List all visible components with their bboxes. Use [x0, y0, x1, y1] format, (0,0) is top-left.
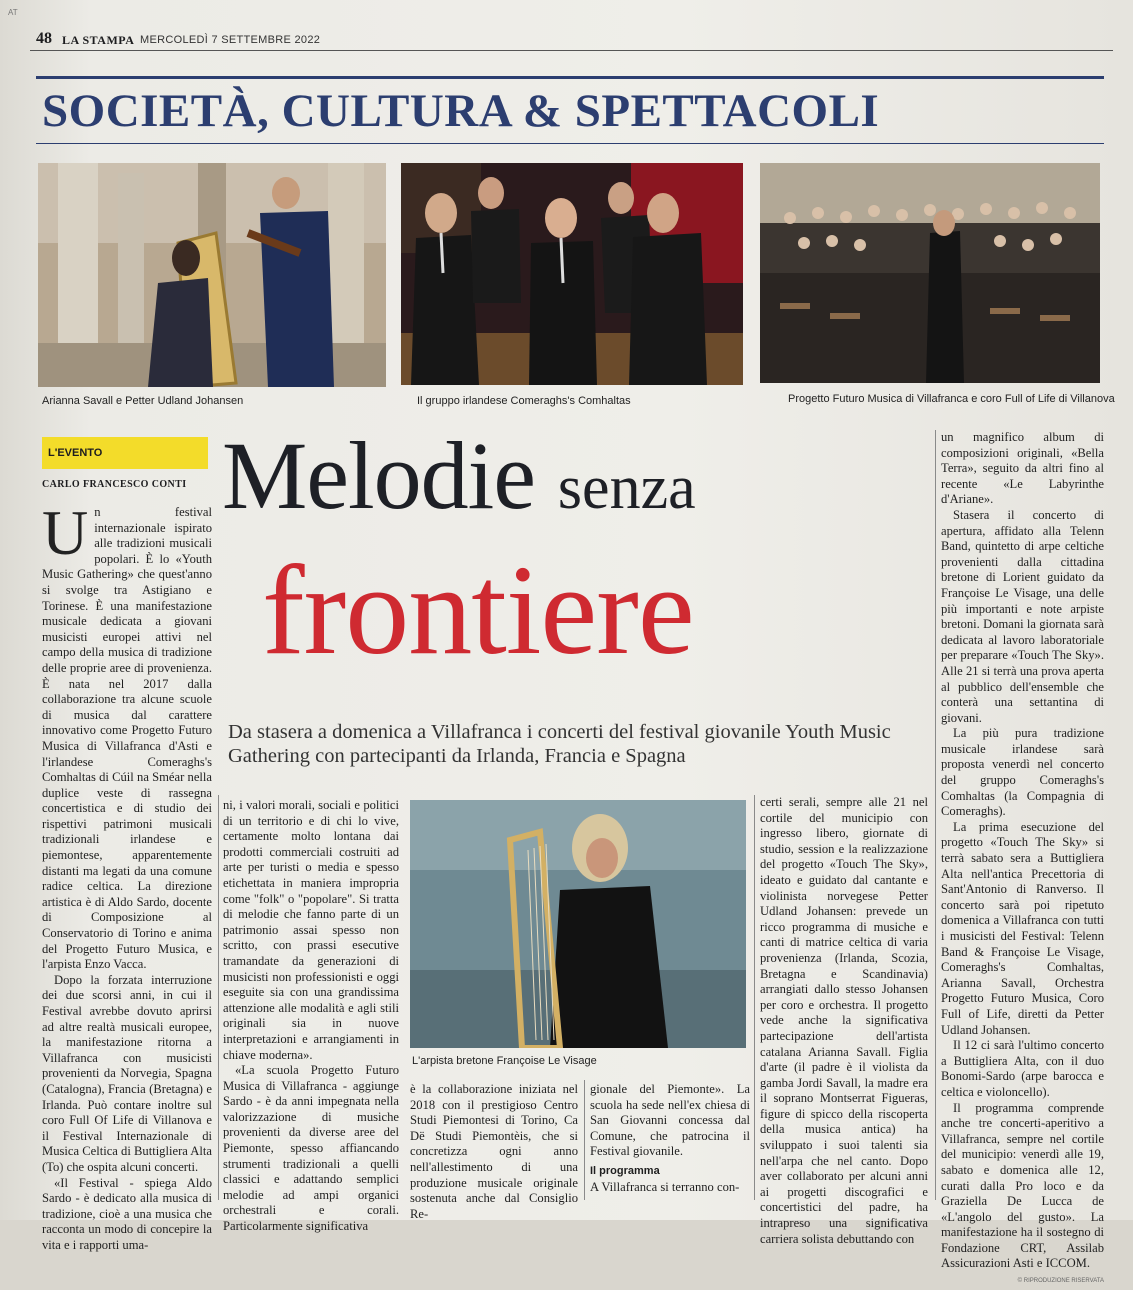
- paragraph: Il programma comprende anche tre concerti-aperitivo a Villafranca, sempre nel cortile del municipio: venerdì alle 19, sabato e domenica alle 12, curati dalla Pro loco e da Graziella De Lucca de «L'angolo del gusto». La manifestazione ha il sostegno di Fondazione CRT, Assilab Assicurazioni Asti e ICCOM.: [941, 1100, 1104, 1271]
- paragraph: «La scuola Progetto Futuro Musica di Villafranca - aggiunge Sardo - è da anni impegnata nella valorizzazione di musiche provenienti da diverse aree del Piemonte, spesso affiancando strumenti tradizionali a quelli classici e adattando semplici melodie ad ampi organici orchestrali e corali. Particolarmente significativa: [223, 1063, 399, 1234]
- header-rule: [30, 50, 1113, 51]
- photo-caption: Il gruppo irlandese Comeraghs's Comhaltas: [417, 395, 631, 407]
- paragraph: Stasera il concerto di apertura, affidato alla Telenn Band, quintetto di arpe celtiche provenienti dalla cittadina bretone di Lorient guidato da Françoise Le Visage, una delle più importanti e note arpiste bretoni. Domani la giornata sarà dedicata al lavoro laboratoriale per preparare «Touch The Sky». Alle 21 si terrà una prova aperta al pubblico dell'ensemble che conterà una settantina di giovani.: [941, 507, 1104, 725]
- paragraph: ni, i valori morali, sociali e politici di un territorio e di chi lo vive, certamente molto lontana dai prodotti commerciali costruiti ad arte per turisti o media e spesso etichettata in maniera impropria come "folk" o "popolare". Si tratta di melodie che fanno parte di un patrimonio assai spesso non scritto, con prassi esecutive tramandate da generazioni di musicisti non professionisti e oggi eseguite sia con una grandissima attenzione alle modalità e agli stili originali sia in nuove interpretazioni e arrangiamenti in chiave moderna».: [223, 798, 399, 1062]
- photo-irish-group: [401, 163, 743, 385]
- copyright-credit: © RIPRODUZIONE RISERVATA: [1017, 1278, 1104, 1285]
- paragraph: A Villafranca si terranno con-: [590, 1179, 740, 1194]
- kicker-label: L'EVENTO: [48, 447, 103, 459]
- issue-date: MERCOLEDÌ 7 SETTEMBRE 2022: [140, 34, 321, 46]
- paragraph: Dopo la forzata interruzione dei due scorsi anni, in cui il Festival avrebbe dovuto aprirsi ad altre realtà musicali europee, la manifestazione ritorna a Villafranca con musicisti provenienti da Norvegia, Spagna (Catalogna), Francia (Bretagna) e Irlanda. Può contare inoltre sul coro Full Of Life di Villanova e il Festival Internazionale di Musica Celtica di Buttigliera Alta (To) che ospita alcuni concerti.: [42, 972, 212, 1174]
- photo-harpist: [410, 800, 746, 1048]
- headline-word: Melodie: [222, 422, 535, 529]
- newspaper-name: LA STAMPA: [62, 33, 135, 47]
- paragraph: certi serali, sempre alle 21 nel cortile del municipio con ingresso libero, giornate di studio, session e la realizzazione del progetto «Touch The Sky», ideato e guidato dal cantante e violinista norvegese Petter Udland Johansen: prevede un ricco programma di musiche e canti di matrice celtica di varia provenienza (Irlanda, Scozia, Bretagna e Scandinavia) arrangiati dallo stesso Johansen per coro e orchestra. Il progetto vede anche la significativa partecipazione dell'artista catalana Arianna Savall. Figlia d'arte (il padre è il violista da gamba Jordi Savall, la madre era il soprano Montserrat Figueras, figure di spicco della riscoperta della musica antica) ha sviluppato i suoi talenti sia nell'arpa che nel canto. Dopo aver collaborato per alcuni anni ai progetti discografici e concertistici del padre, ha intrapreso una significativa carriera solista debuttando con: [760, 795, 928, 1246]
- headline-deck: Da stasera a domenica a Villafranca i concerti del festival giovanile Youth Music Gathering con partecipanti da Irlanda, Francia e Spagna: [228, 721, 891, 767]
- paragraph: gionale del Piemonte». La scuola ha sede nell'ex chiesa di San Giovanni concessa dal Comune, che patrocina il Festival giovanile.: [590, 1082, 750, 1159]
- byline: CARLO FRANCESCO CONTI: [42, 479, 187, 490]
- article-column: [410, 1082, 578, 1222]
- paragraph: La prima esecuzione del progetto «Touch The Sky» si terrà sabato sera a Buttigliera Alta nell'antica Precettoria di Sant'Antonio di Ranverso. Il concerto sarà poi ripetuto domenica a Villafranca con tutti i musicisti del Festival: Telenn Band & Françoise Le Visage, Comeraghs's Comhaltas, Arianna Savall, Orchestra Progetto Futuro Musica, Coro Full of Life, diretti da Petter Udland Johansen.: [941, 819, 1104, 1037]
- subheading: Il programma: [590, 1164, 660, 1177]
- article-column: [42, 497, 212, 1254]
- paragraph: La più pura tradizione musicale irlandese sarà proposta venerdì nel concerto del gruppo Comeraghs's Comhaltas (la Compagnia di Comeraghs).: [941, 726, 1104, 819]
- article-column: [590, 1082, 750, 1195]
- page-number: 48: [36, 30, 52, 47]
- photo-orchestra-choir: [760, 163, 1100, 383]
- paragraph: un magnifico album di composizioni originali, «Bella Terra», seguito da altri fino al recente «Le Labyrinthe d'Ariane».: [941, 430, 1104, 507]
- column-rule: [754, 795, 755, 1200]
- paragraph: «Il Festival - spiega Aldo Sardo - è dedicato alla musica di tradizione, cioè a una musica che racconta un modo di concepire la vita e i rapporti uma-: [42, 1175, 212, 1252]
- paragraph: è la collaborazione iniziata nel 2018 con il prestigioso Centro Studi Piemontesi di Torino, Ca Dë Studi Piemontèis, che si concretizza ogni anno nell'allestimento di una produzione musicale originale sostenuta anche dal Consiglio Re-: [410, 1082, 578, 1221]
- photo-caption: Arianna Savall e Petter Udland Johansen: [42, 395, 244, 407]
- article-column: [223, 798, 399, 1235]
- paragraph: Il 12 ci sarà l'ultimo concerto a Buttigliera Alta, con il duo Bonomi-Sardo (arpe barocca e celtica e violoncello).: [941, 1038, 1104, 1099]
- headline-line-2: frontiere: [262, 539, 694, 681]
- photo-caption: L'arpista bretone Françoise Le Visage: [412, 1055, 597, 1067]
- section-title: SOCIETÀ, CULTURA & SPETTACOLI: [42, 85, 880, 137]
- headline-word: senza: [557, 454, 696, 522]
- paragraph: n festival internazionale ispirato alle tradizioni musicali popolari. È lo «Youth Music Gathering» che quest'anno si svolge tra Astigiano e Torinese. È una manifestazione musicale dedicata a giovani musicisti europei attivi nel campo della musica di tradizione delle proprie aree di provenienza. È nata nel 2017 dalla collaborazione tra alcune scuole di musica dal carattere innovativo come Progetto Futuro Musica di Villafranca d'Asti e l'irlandese Comeraghs's Comhaltas di Cúil na Sméar nella duplice veste di rassegna concertistica e di studio dei rispettivi patrimoni musicali tradizionali irlandese e piemontese, apparentemente distanti ma legati da una comune radice celtica. La direzione artistica è di Aldo Sardo, docente di Composizione al Conservatorio di Torino e anima del Progetto Futuro Musica, e l'arpista Enzo Vacca.: [42, 505, 212, 972]
- column-rule: [218, 795, 219, 1200]
- photo-harp-violin: [38, 163, 386, 387]
- page-marker: AT: [8, 8, 18, 17]
- column-rule: [584, 1080, 585, 1200]
- article-column: [760, 795, 928, 1247]
- article-column: [941, 430, 1104, 1290]
- column-rule: [935, 430, 936, 1200]
- photo-caption: Progetto Futuro Musica di Villafranca e coro Full of Life di Villanova: [788, 393, 1115, 405]
- headline-line-1: [222, 422, 696, 529]
- drop-cap: U: [42, 497, 89, 568]
